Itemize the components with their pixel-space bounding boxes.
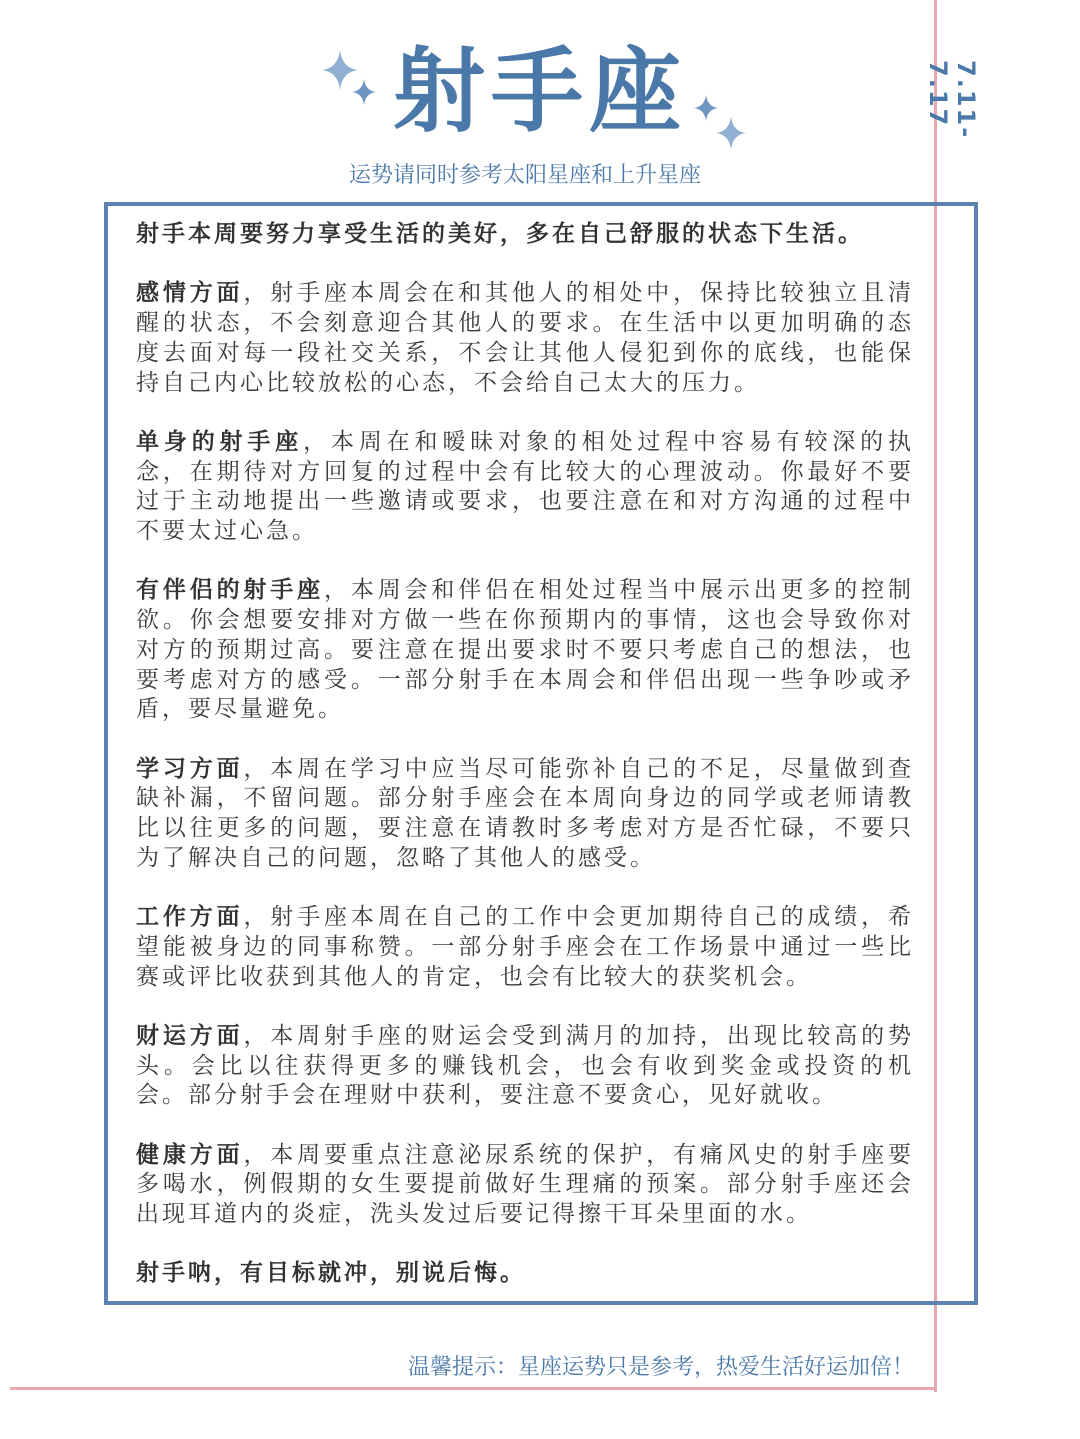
section-heading: 工作方面 (136, 904, 244, 931)
section-single (136, 428, 914, 547)
section-study (136, 755, 914, 874)
page-title: 射手座 (392, 38, 687, 145)
section-text: ，本周要重点注意泌尿系统的保护，有痛风史的射手座要多喝水，例假期的女生要提前做好生理痛的预案。部分射手座还会出现耳道内的炎症，洗头发过后要记得擦干耳朵里面的水。 (136, 1141, 915, 1228)
date-range: 7.11-7.17 (924, 60, 980, 140)
section-text: ，本周在学习中应当尽可能弥补自己的不足，尽量做到查缺补漏，不留问题。部分射手座会在本周向身边的同学或老师请教比以往更多的问题，要注意在请教时多考虑对方是否忙碌，不要只为了解决自己的问题，忽略了其他人的感受。 (136, 755, 915, 871)
lead-paragraph: 射手本周要努力享受生活的美好，多在自己舒服的状态下生活。 (136, 221, 864, 247)
section-love (136, 279, 914, 398)
section-text: ，本周射手座的财运会受到满月的加持，出现比较高的势头。会比以往获得更多的赚钱机会，也会有收到奖金或投资的机会。部分射手会在理财中获利，要注意不要贪心，见好就收。 (136, 1022, 915, 1109)
section-heading: 有伴侣的射手座 (136, 577, 324, 604)
section-heading: 健康方面 (136, 1141, 244, 1168)
section-heading: 单身的射手座 (136, 428, 304, 455)
section-heading: 学习方面 (136, 755, 244, 782)
section-wealth (136, 1022, 914, 1111)
section-text: ，射手座本周在自己的工作中会更加期待自己的成绩，希望能被身边的同事称赞。一部分射手座会在工作场景中通过一些比赛或评比收获到其他人的肯定，也会有比较大的获奖机会。 (136, 904, 915, 990)
section-partnered (136, 576, 914, 725)
section-work (136, 903, 914, 992)
closing-line: 射手呐，有目标就冲，别说后悔。 (136, 1260, 526, 1287)
horoscope-content (136, 220, 914, 1319)
section-heading: 感情方面 (136, 280, 244, 307)
section-health (136, 1141, 914, 1230)
section-heading: 财运方面 (136, 1022, 244, 1049)
section-text: ，射手座本周会在和其他人的相处中，保持比较独立且清醒的状态，不会刻意迎合其他人的要求。在生活中以更加明确的态度去面对每一段社交关系，不会让其他人侵犯到你的底线，也能保持自己内心比较放松的心态，不会给自己太大的压力。 (136, 280, 915, 396)
pink-horizontal-line (10, 1387, 937, 1390)
footer-tip: 温馨提示：星座运势只是参考，热爱生活好运加倍！ (407, 1355, 914, 1380)
section-text: ，本周在和暧昧对象的相处过程中容易有较深的执念，在期待对方回复的过程中会有比较大的心理波动。你最好不要过于主动地提出一些邀请或要求，也要注意在和对方沟通的过程中不要太过心急。 (136, 428, 915, 544)
section-text: ，本周会和伴侣在相处过程当中展示出更多的控制欲。你会想要安排对方做一些在你预期内的事情，这也会导致你对对方的预期过高。要注意在提出要求时不要只考虑自己的想法，也要考虑对方的感受。一部分射手在本周会和伴侣出现一些争吵或矛盾，要尽量避免。 (136, 577, 915, 723)
subtitle: 运势请同时参考太阳星座和上升星座 (348, 163, 701, 188)
